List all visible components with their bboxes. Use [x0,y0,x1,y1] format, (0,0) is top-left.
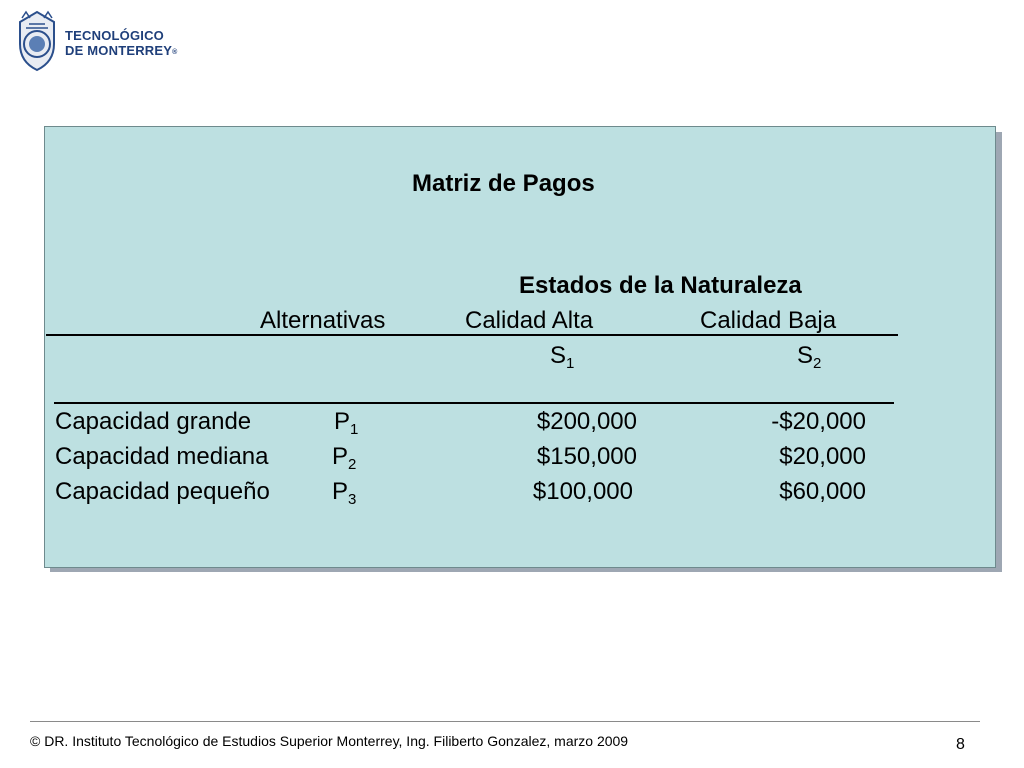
table-separator-rule [54,402,894,404]
logo-line-2: DE MONTERREY® [65,43,178,58]
row-1-low-payoff: -$20,000 [771,408,866,435]
row-3-alternative: Capacidad pequeño [55,478,270,505]
header-underline [46,334,898,336]
column-header-alternatives: Alternativas [260,307,386,334]
row-2-low-payoff: $20,000 [779,443,866,470]
row-2-alternative: Capacidad mediana [55,443,269,470]
registered-mark: ® [172,49,178,56]
matrix-title: Matriz de Pagos [412,170,595,197]
institution-logo [12,8,192,72]
state-s2: $S_2$ [797,342,822,372]
column-header-high-quality: Calidad Alta [465,307,594,334]
logo-line-1: TECNOLÓGICO [65,28,164,43]
row-1-symbol: $P_1$ [334,408,359,438]
footer-divider [30,721,980,722]
states-of-nature-header: Estados de la Naturaleza [519,272,802,299]
row-2-symbol: $P_2$ [332,443,357,473]
row-2-high-payoff: $150,000 [536,443,637,470]
footer-copyright: © DR. Instituto Tecnológico de Estudios Superior Monterrey, Ing. Filiberto Gonzalez, marzo 2009 [30,733,629,749]
tec-shield-icon [12,8,62,72]
row-3-low-payoff: $60,000 [779,478,866,505]
row-1-high-payoff: $200,000 [536,408,637,435]
logo-wordmark [65,28,178,60]
row-1-alternative: Capacidad grande [55,408,252,435]
row-3-symbol: $P_3$ [332,478,357,508]
page-number: 8 [956,736,965,753]
row-3-high-payoff: $100,000 [532,478,633,505]
column-header-low-quality: Calidad Baja [700,307,837,334]
state-s1: $S_1$ [550,342,575,372]
